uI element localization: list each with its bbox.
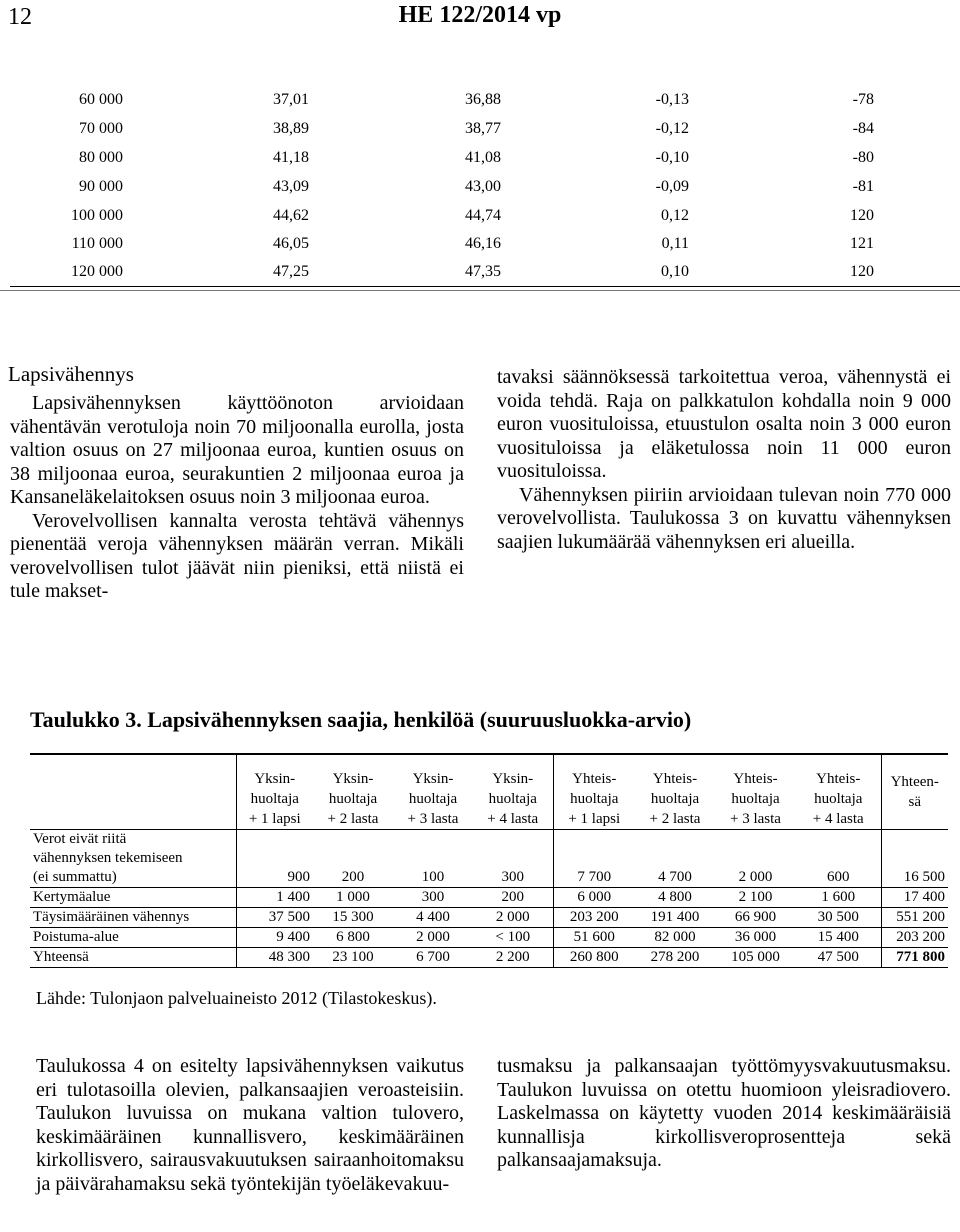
- table-bottom-rule: [10, 286, 960, 287]
- table-row: 90 000 43,09 43,00 -0,09 -81: [79, 178, 874, 195]
- table-row: 80 000 41,18 41,08 -0,10 -80: [79, 149, 874, 166]
- lapsivahennys-table: [30, 753, 948, 968]
- column-header: Yksin- huoltaja + 1 lapsi: [236, 754, 313, 830]
- table-row: Täysimääräinen vähennys 37 500 15 300 4 400 2 000 203 200 191 400 66 900 30 500 551 200: [30, 908, 948, 928]
- column-header: Yhteis- huoltaja + 1 lapsi: [553, 754, 635, 830]
- table-header-row: [30, 754, 948, 830]
- table-row: Verot eivät riitä vähennyksen tekemiseen (ei summattu) 900 200 100 300 7 700 4 700 2 000 600 16 500: [30, 830, 948, 888]
- paragraph: Lapsivähennyksen käyttöönoton arvioidaan vähentävän verotuloja noin 70 miljoonalla eurolla, josta valtion osuus on 27 miljoonaa euroa, kuntien osuus on 38 miljoonaa euroa, seurakuntien 2 miljoonaa euroa ja Kansaneläkelaitoksen osuus noin 3 miljoonaa euroa.: [10, 392, 464, 508]
- paragraph: tavaksi säännöksessä tarkoitettua veroa, vähennystä ei voida tehdä. Raja on palkkatulon kohdalla noin 9 000 euron vuosituloissa, etuustulon osalta noin 3 000 euron vuosituloissa ja eläketulossa noin 11 000 euron vuosituloissa.: [497, 366, 951, 482]
- column-header: Yhteis- huoltaja + 3 lasta: [715, 754, 796, 830]
- column-header: Yksin- huoltaja + 3 lasta: [393, 754, 473, 830]
- column-header: Yksin- huoltaja + 2 lasta: [313, 754, 393, 830]
- table-row: 120 000 47,25 47,35 0,10 120: [71, 263, 874, 280]
- row-label: Kertymäalue: [30, 888, 236, 908]
- row-label: Verot eivät riitä vähennyksen tekemiseen (ei summattu): [30, 830, 236, 888]
- body-text-left-column: [10, 392, 464, 604]
- paragraph: Vähennyksen piiriin arvioidaan tulevan noin 770 000 verovelvollista. Taulukossa 3 on kuvattu vähennyksen saajien lukumäärää vähennyksen eri alueilla.: [497, 483, 951, 553]
- table-total-row: Yhteensä 48 300 23 100 6 700 2 200 260 800 278 200 105 000 47 500 771 800: [30, 948, 948, 968]
- table-row: 110 000 46,05 46,16 0,11 121: [71, 235, 874, 252]
- table-row: 100 000 44,62 44,74 0,12 120: [71, 207, 874, 224]
- body-text-right-column: [497, 366, 951, 554]
- table-source-note: Lähde: Tulonjaon palveluaineisto 2012 (Tilastokeskus).: [36, 988, 437, 1008]
- column-header: Yhteen- sä: [881, 754, 948, 830]
- table-bottom-rule-secondary: [0, 290, 960, 291]
- column-header: Yhteis- huoltaja + 4 lasta: [796, 754, 881, 830]
- row-label: Yhteensä: [30, 948, 236, 968]
- table-row: 60 000 37,01 36,88 -0,13 -78: [79, 91, 874, 108]
- column-header: Yhteis- huoltaja + 2 lasta: [635, 754, 715, 830]
- paragraph: Verovelvollisen kannalta verosta tehtävä vähennys pienentää veroja vähennyksen määrän verran. Mikäli verovelvollisen tulot jäävät niin pieniksi, että niistä ei tule makset-: [10, 509, 464, 602]
- page-number: 12: [8, 4, 32, 30]
- row-label: Poistuma-alue: [30, 928, 236, 948]
- section-heading: Lapsivähennys: [8, 362, 134, 386]
- document-id: HE 122/2014 vp: [398, 2, 562, 28]
- table-caption: Taulukko 3. Lapsivähennyksen saajia, henkilöä (suuruusluokka-arvio): [30, 707, 692, 732]
- table-row: Kertymäalue 1 400 1 000 300 200 6 000 4 800 2 100 1 600 17 400: [30, 888, 948, 908]
- table-row: 70 000 38,89 38,77 -0,12 -84: [79, 120, 874, 137]
- table-row: Poistuma-alue 9 400 6 800 2 000 < 100 51 600 82 000 36 000 15 400 203 200: [30, 928, 948, 948]
- bottom-text-right-column: [497, 1055, 951, 1173]
- bottom-text-left-column: [36, 1055, 464, 1196]
- paragraph: tusmaksu ja palkansaajan työttömyysvakuutusmaksu. Taulukon luvuissa on otettu huomioon yleisradiovero. Laskelmassa on käytetty vuoden 2014 keskimääräisiä kunnallisja kirkollisveroprosentteja sekä palkansaajamaksuja.: [497, 1055, 951, 1171]
- row-label: Täysimääräinen vähennys: [30, 908, 236, 928]
- column-header: Yksin- huoltaja + 4 lasta: [473, 754, 553, 830]
- paragraph: Taulukossa 4 on esitelty lapsivähennyksen vaikutus eri tulotasoilla olevien, palkansaajien veroasteisiin. Taulukon luvuissa on mukana valtion tulovero, keskimääräinen kunnallisvero, keskimääräinen kirkollisvero, sairausvakuutuksen sairaanhoitomaksu ja päivärahamaksu sekä työntekijän työeläkevakuu-: [36, 1055, 464, 1195]
